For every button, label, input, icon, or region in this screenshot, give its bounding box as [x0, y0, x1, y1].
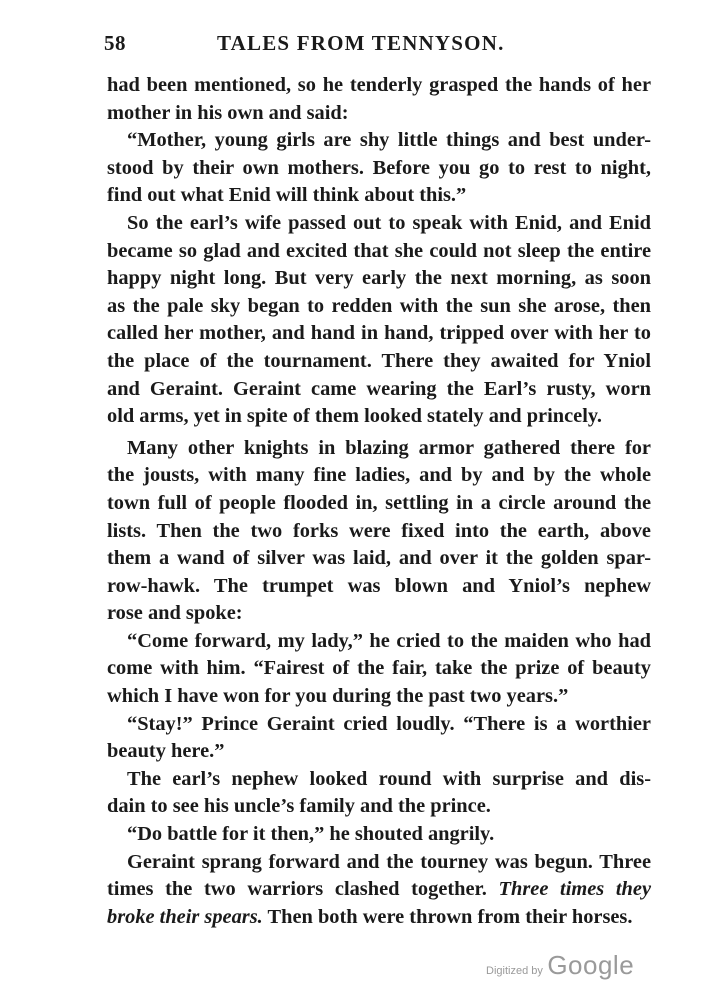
text-line: and Geraint. Geraint came wearing the Earl’s rusty, worn: [107, 377, 651, 400]
text-line: come with him. “Fairest of the fair, take the prize of beauty: [107, 657, 651, 680]
digitized-prefix: Digitized by: [486, 965, 543, 977]
italic-text: broke their spears.: [107, 905, 263, 928]
text-line: row-hawk. The trumpet was blown and Yniol’s nephew: [107, 574, 651, 597]
text-line: town full of people flooded in, settling in a circle around the: [107, 491, 651, 514]
running-head: TALES FROM TENNYSON.: [217, 31, 505, 55]
text-line: rose and spoke:: [107, 602, 243, 625]
text-line: “Come forward, my lady,” he cried to the maiden who had: [127, 629, 651, 652]
text-line: them a wand of silver was laid, and over it the golden spar-: [107, 547, 651, 570]
text-line: happy night long. But very early the next morning, as soon: [107, 267, 651, 290]
text-line: called her mother, and hand in hand, tripped over with her to: [107, 322, 651, 345]
text-segment: times the two warriors clashed together.: [107, 878, 487, 901]
text-line: Geraint sprang forward and the tourney was begun. Three: [127, 850, 651, 873]
text-line: which I have won for you during the past two years.”: [107, 685, 569, 708]
page-number: 58: [104, 31, 126, 55]
text-line: So the earl’s wife passed out to speak with Enid, and Enid: [127, 211, 651, 234]
text-line: old arms, yet in spite of them looked stately and princely.: [107, 405, 603, 428]
google-logo: Google: [547, 950, 635, 980]
body-text: [107, 72, 651, 931]
text-line: had been mentioned, so he tenderly grasped the hands of her: [107, 74, 651, 96]
text-line: became so glad and excited that she could not sleep the entire: [107, 239, 651, 262]
text-line: the place of the tournament. There they awaited for Yniol: [107, 349, 651, 372]
text-line: beauty here.”: [107, 740, 225, 763]
text-line: as the pale sky began to redden with the sun she arose, then: [107, 294, 651, 317]
text-line: “Stay!” Prince Geraint cried loudly. “There is a worthier: [127, 712, 651, 735]
text-line: “Mother, young girls are shy little things and best under-: [127, 129, 651, 152]
text-line: Many other knights in blazing armor gathered there for: [127, 436, 651, 459]
digitized-by-google-watermark: [486, 950, 634, 981]
text-line: stood by their own mothers. Before you go to rest to night,: [107, 156, 651, 179]
text-line: [107, 904, 651, 932]
text-line: The earl’s nephew looked round with surprise and dis-: [127, 767, 651, 790]
text-line: “Do battle for it then,” he shouted angrily.: [127, 823, 495, 846]
text-segment: Then both were thrown from their horses.: [262, 905, 633, 928]
italic-text: Three times they: [498, 878, 651, 901]
text-line: [107, 876, 651, 904]
text-line: dain to see his uncle’s family and the prince.: [107, 795, 491, 818]
text-line: find out what Enid will think about this.”: [107, 184, 467, 207]
text-line: lists. Then the two forks were fixed into the earth, above: [107, 519, 651, 542]
text-line: the jousts, with many fine ladies, and by and by the whole: [107, 464, 651, 487]
text-line: mother in his own and said:: [107, 101, 349, 124]
